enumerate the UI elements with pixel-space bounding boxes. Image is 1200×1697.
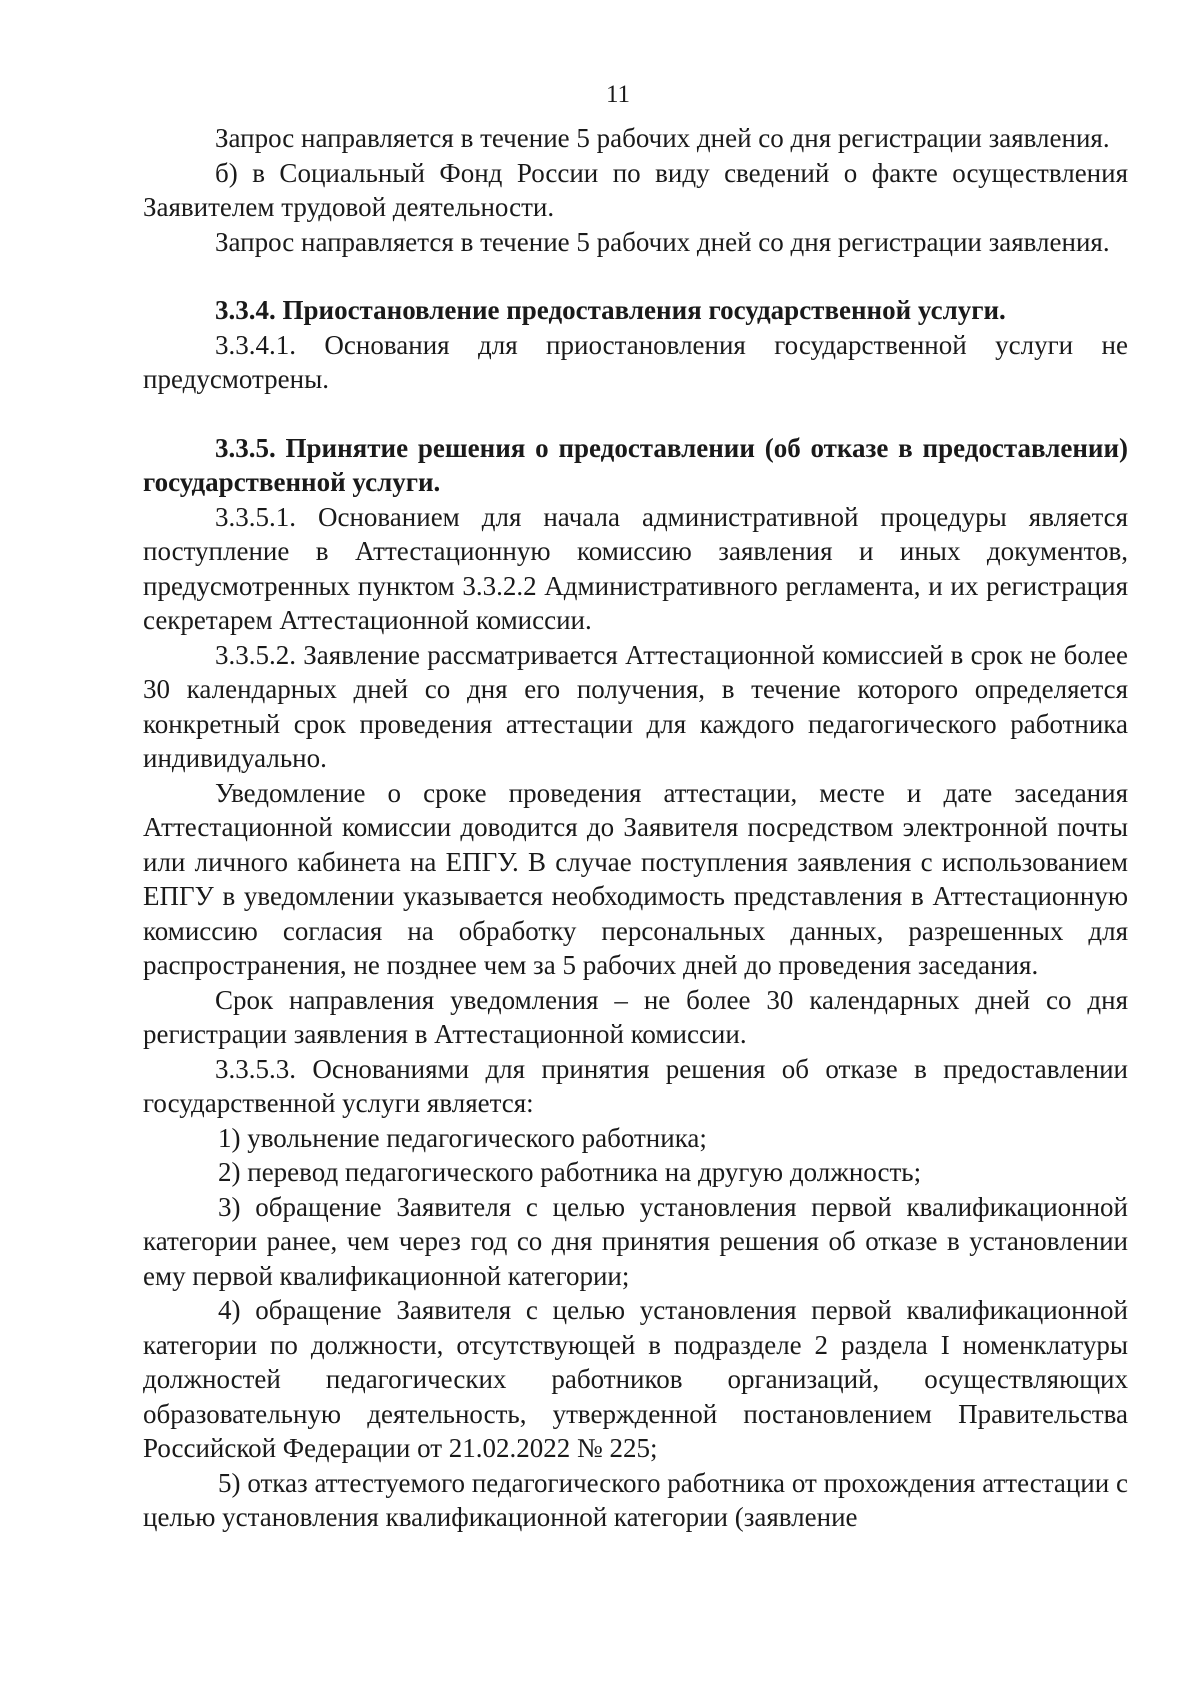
paragraph-notification-term: Срок направления уведомления – не более 30 календарных дней со дня регистрации заявления в Аттестационной комиссии. — [143, 984, 1128, 1049]
paragraph-request-timing-1: Запрос направляется в течение 5 рабочих дней со дня регистрации заявления. — [215, 123, 1110, 153]
paragraph-3-3-4-1: 3.3.4.1. Основания для приостановления государственной услуги не предусмотрены. — [143, 329, 1128, 394]
paragraph-notification: Уведомление о сроке проведения аттестации, месте и дате заседания Аттестационной комиссии доводится до Заявителя посредством электронной почты или личного кабинета на ЕПГУ. В случае поступления заявления с использованием ЕПГУ в уведомлении указывается необходимость представления в Аттестационную комиссию согласия на обработку персональных данных, разрешенных для распространения, не позднее чем за 5 рабочих дней до проведения заседания. — [143, 777, 1128, 980]
list-item-3: 3) обращение Заявителя с целью установления первой квалификационной категории ранее, чем через год со дня принятия решения об отказе в установлении ему первой квалификационной категории; — [143, 1191, 1128, 1291]
section-heading-3-3-5: 3.3.5. Принятие решения о предоставлении (об отказе в предоставлении) государственной услуги. — [143, 432, 1128, 497]
list-item-4: 4) обращение Заявителя с целью установления первой квалификационной категории по должности, отсутствующей в подразделе 2 раздела I номенклатуры должностей педагогических работников организаций, осуществляющих образовательную деятельность, утвержденной постановлением Правительства Российской Федерации от 21.02.2022 № 225; — [143, 1295, 1128, 1463]
section-heading-3-3-4: 3.3.4. Приостановление предоставления государственной услуги. — [215, 295, 1006, 325]
document-body — [143, 121, 1128, 1535]
list-item-2: 2) перевод педагогического работника на другую должность; — [218, 1157, 922, 1187]
list-item-5: 5) отказ аттестуемого педагогического работника от прохождения аттестации с целью установления квалификационной категории (заявление — [143, 1467, 1128, 1532]
paragraph-3-3-5-2: 3.3.5.2. Заявление рассматривается Аттестационной комиссией в срок не более 30 календарных дней со дня его получения, в течение которого определяется конкретный срок проведения аттестации для каждого педагогического работника индивидуально. — [143, 639, 1128, 773]
list-item-1: 1) увольнение педагогического работника; — [218, 1122, 707, 1153]
page-number: 11 — [605, 81, 631, 108]
paragraph-3-3-5-1: 3.3.5.1. Основанием для начала административной процедуры является поступление в Аттестационную комиссию заявления и иных документов, предусмотренных пунктом 3.3.2.2 Административного регламента, и их регистрация секретарем Аттестационной комиссии. — [143, 501, 1128, 635]
paragraph-3-3-5-3: 3.3.5.3. Основаниями для принятия решения об отказе в предоставлении государственной услуги является: — [143, 1053, 1128, 1118]
paragraph-request-timing-2: Запрос направляется в течение 5 рабочих дней со дня регистрации заявления. — [215, 226, 1110, 257]
paragraph-social-fund: б) в Социальный Фонд России по виду сведений о факте осуществления Заявителем трудовой деятельности. — [143, 157, 1128, 222]
